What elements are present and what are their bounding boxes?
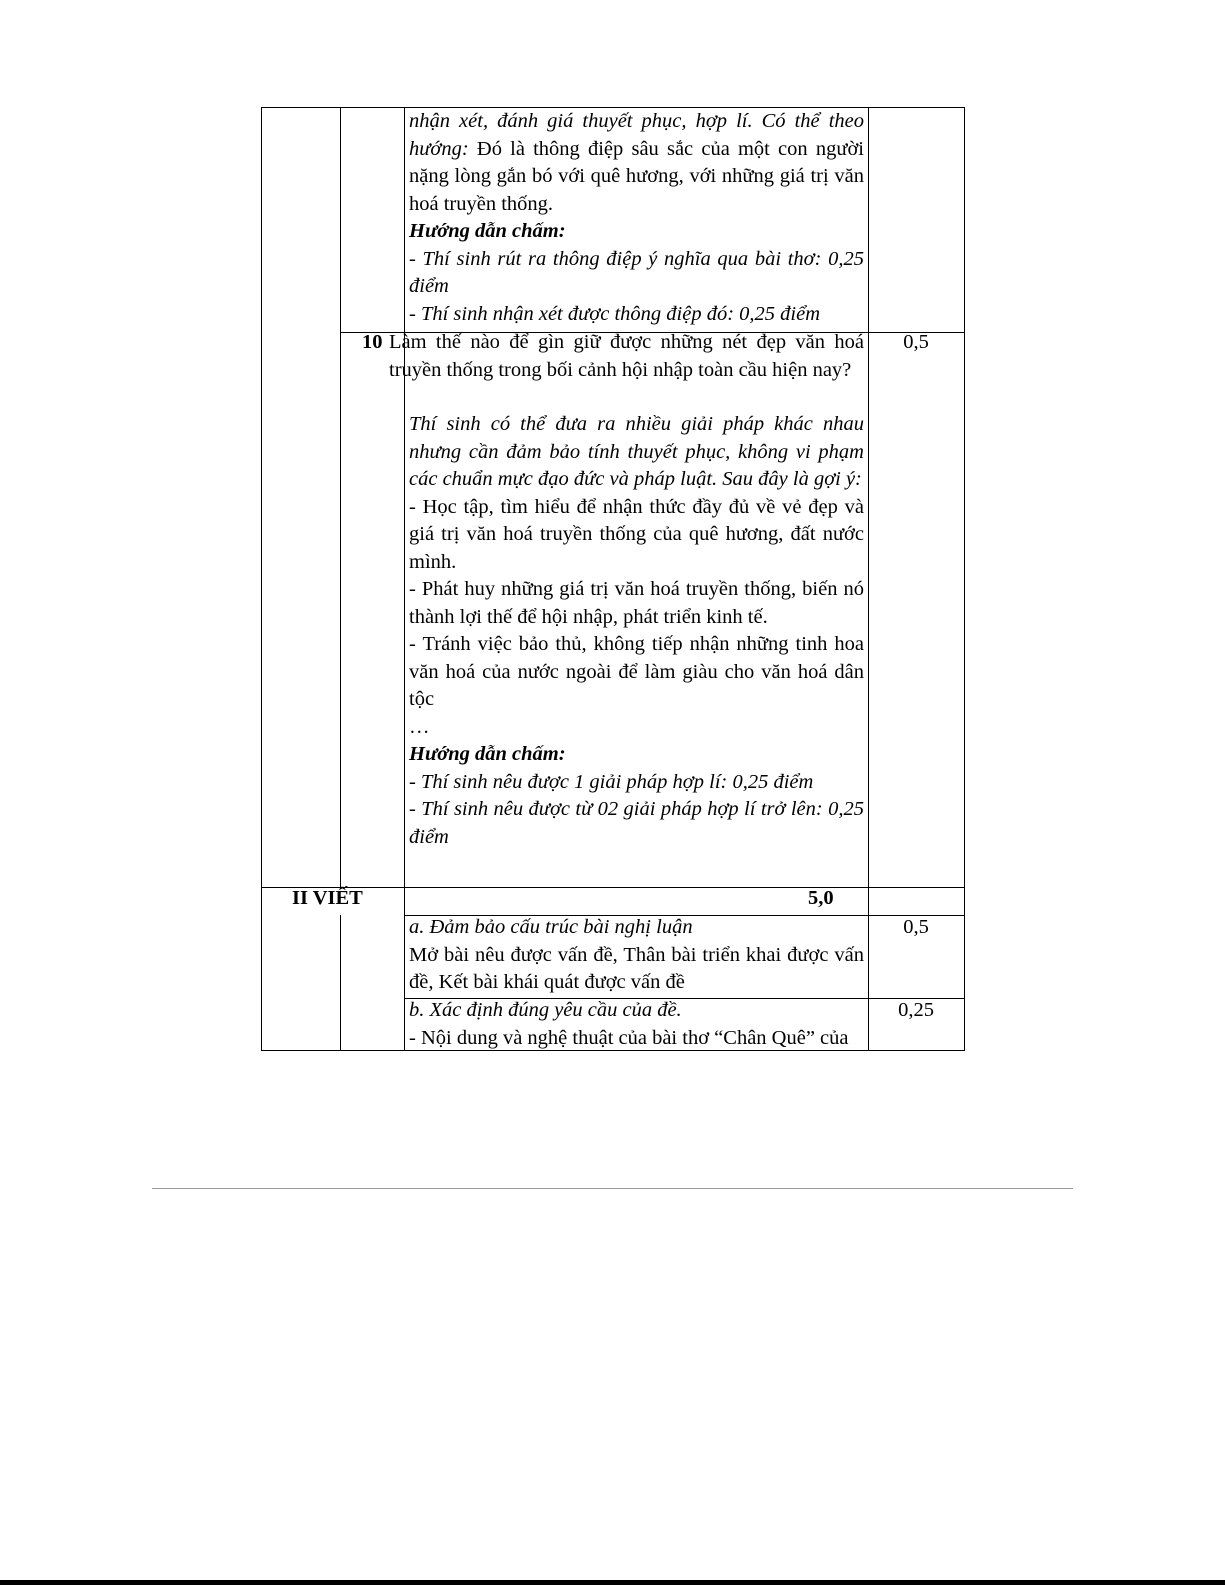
row10-answer-cell-body [409, 411, 864, 851]
row9-body: Đó là thông điệp sâu sắc của một con người nặng lòng gắn bó với quê hương, với những giá trị văn hoá truyền thống. [409, 137, 864, 215]
row-a-score: 0,5 [903, 916, 929, 938]
row-a-title: a. Đảm bảo cấu trúc bài nghị luận [409, 916, 693, 938]
row9-intro: nhận xét, đánh giá thuyết phục, hợp lí. Có thể theo hướng: [409, 110, 864, 160]
row10-guide-title: Hướng dẫn chấm: [409, 743, 566, 765]
table-col-divider-1 [340, 107, 341, 887]
row10-ellipsis: … [409, 715, 430, 738]
row10-answer-cell [389, 329, 864, 384]
page-bottom-bar [0, 1580, 1225, 1585]
table-col-divider-1b [340, 915, 341, 1051]
row9-guide-title: Hướng dẫn chấm: [409, 220, 566, 242]
row10-number: 10 [362, 331, 383, 353]
row10-question: Làm thế nào để gìn giữ được những nét đẹp văn hoá truyền thống trong bối cảnh hội nhập toàn cầu hiện nay? [389, 331, 864, 381]
row10-note: Thí sinh có thể đưa ra nhiều giải pháp khác nhau nhưng cần đảm bảo tính thuyết phục, không vi phạm các chuẩn mực đạo đức và pháp luật. Sau đây là gợi ý: [409, 413, 864, 490]
row10-guide-2: - Thí sinh nêu được từ 02 giải pháp hợp lí trở lên: 0,25 điểm [409, 798, 864, 848]
row9-guide-2: - Thí sinh nhận xét được thông điệp đó: 0,25 điểm [409, 302, 821, 325]
row10-point-3: - Tránh việc bảo thủ, không tiếp nhận những tinh hoa văn hoá của nước ngoài để làm giàu cho văn hoá dân tộc [409, 633, 864, 710]
row10-point-2: - Phát huy những giá trị văn hoá truyền thống, biến nó thành lợi thế để hội nhập, phát triển kinh tế. [409, 578, 864, 628]
row-b-body: - Nội dung và nghệ thuật của bài thơ “Chân Quê” của [409, 1026, 849, 1049]
row-b-title: b. Xác định đúng yêu cầu của đề. [409, 999, 682, 1021]
row-b-cell [409, 997, 864, 1052]
table-col-divider-2 [404, 107, 405, 1051]
row10-score: 0,5 [903, 331, 929, 353]
row-a-cell [409, 914, 864, 997]
table-col-divider-3 [868, 107, 869, 1051]
section2-label: II VIẾT [292, 887, 363, 909]
row-a-body: Mở bài nêu được vấn đề, Thân bài triển khai được vấn đề, Kết bài khái quát được vấn đề [409, 943, 864, 993]
page-footer-rule [152, 1188, 1073, 1189]
section2-total: 5,0 [808, 887, 834, 909]
row10-point-1: - Học tập, tìm hiểu để nhận thức đầy đủ về vẻ đẹp và giá trị văn hoá truyền thống của quê hương, đất nước mình. [409, 495, 864, 573]
row9-answer-cell [409, 108, 864, 328]
row-divider-10-section [261, 887, 965, 888]
row9-guide-1: - Thí sinh rút ra thông điệp ý nghĩa qua bài thơ: 0,25 điểm [409, 247, 864, 297]
row-b-score: 0,25 [898, 999, 934, 1021]
row10-guide-1: - Thí sinh nêu được 1 giải pháp hợp lí: 0,25 điểm [409, 770, 814, 793]
